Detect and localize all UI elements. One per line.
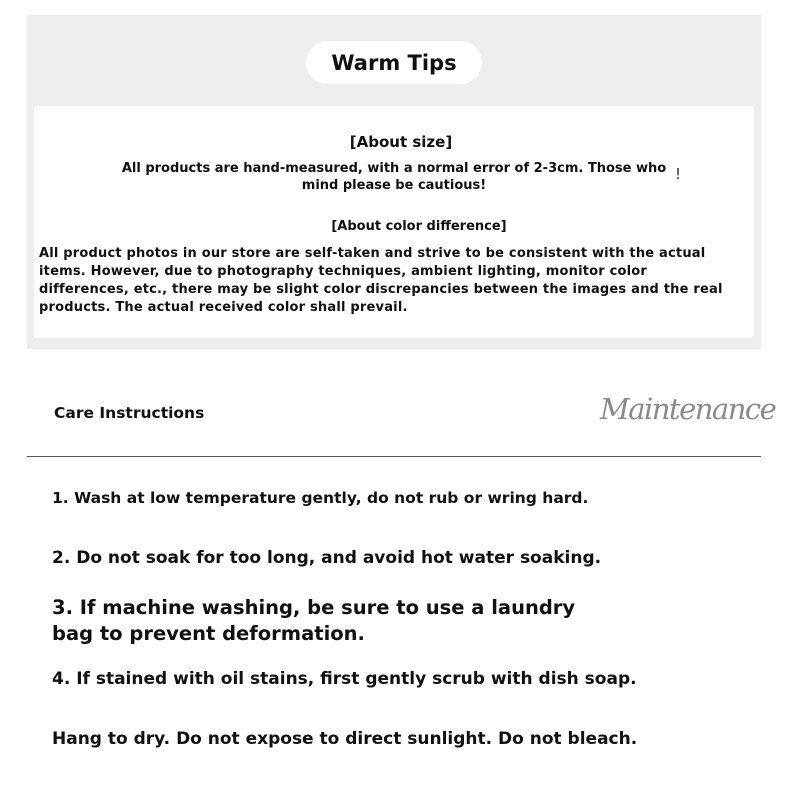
color-difference-heading: [About color difference] <box>331 219 507 234</box>
care-item: 3. If machine washing, be sure to use a laundry bag to prevent deformation. <box>52 596 576 645</box>
section-divider <box>27 456 761 457</box>
size-note: All products are hand-measured, with a normal error of 2-3cm. Those who mind please be cautious! <box>121 161 667 193</box>
care-item: Hang to dry. Do not expose to direct sunlight. Do not bleach. <box>52 729 638 749</box>
size-heading: [About size] <box>349 133 453 151</box>
care-instructions-title: Care Instructions <box>54 404 205 422</box>
warm-tips-card <box>34 106 754 338</box>
maintenance-script-label: Maintenance <box>600 392 776 426</box>
exclamation-mark: ! <box>675 165 682 183</box>
warm-tips-panel <box>27 15 761 349</box>
warm-tips-title: Warm Tips <box>306 41 482 84</box>
care-item: 1. Wash at low temperature gently, do not rub or wring hard. <box>52 489 589 507</box>
care-item: 2. Do not soak for too long, and avoid hot water soaking. <box>52 548 602 568</box>
color-difference-note: All product photos in our store are self-taken and strive to be consistent with the actual items. However, due to photography techniques, ambient lighting, monitor color differences, etc., there may be slight color discrepancies between the images and the real products. The actual received color shall prevail. <box>39 246 723 315</box>
care-item: 4. If stained with oil stains, first gently scrub with dish soap. <box>52 669 637 689</box>
